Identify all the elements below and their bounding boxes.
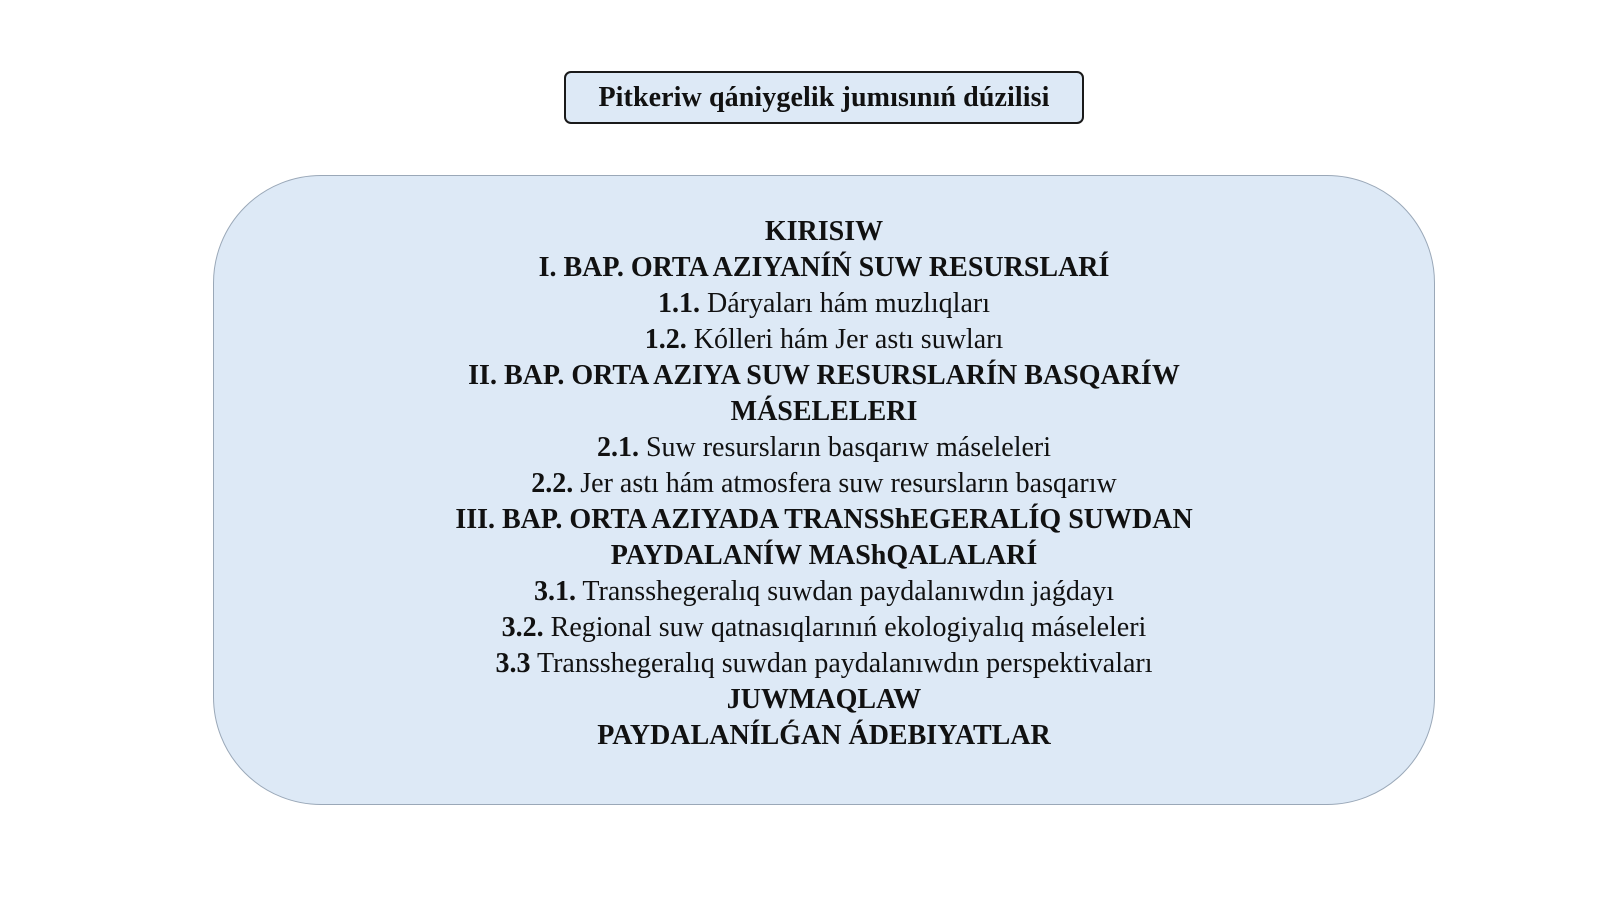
toc-item-number: 3.3	[495, 648, 531, 679]
toc-item-3-3	[214, 646, 1434, 682]
toc-chapter-3-title-line-1: III. BAP. ORTA AZIYADA TRANSShEGERALÍQ SUWDAN	[455, 504, 1193, 535]
toc-item-text: Regional suw qatnasıqlarınıń ekologiyalıq máseleleri	[543, 612, 1147, 643]
toc-chapter-2-title-line-1: II. BAP. ORTA AZIYA SUW RESURSLARÍN BASQARÍW	[468, 360, 1180, 391]
toc-chapter-2-title-line-2: MÁSELELERI	[730, 396, 918, 427]
toc-item-number: 3.1.	[533, 576, 576, 607]
toc-item-text: Dáryaları hám muzlıqları	[700, 288, 990, 319]
page-title: Pitkeriw qániygelik jumısınıń dúzilisi	[564, 71, 1084, 124]
table-of-contents-panel	[213, 175, 1435, 805]
toc-chapter-1-title: I. BAP. ORTA AZIYANÍŃ SUW RESURSLARÍ	[538, 252, 1110, 283]
toc-references: PAYDALANÍLǴAN ÁDEBIYATLAR	[597, 720, 1051, 751]
toc-item-number: 3.2.	[501, 612, 544, 643]
toc-item-2-2	[214, 466, 1434, 502]
toc-item-number: 1.1.	[658, 288, 700, 319]
toc-item-number: 2.2.	[531, 468, 574, 499]
toc-item-number: 2.1.	[596, 432, 639, 463]
toc-item-1-1	[214, 286, 1434, 322]
toc-item-number: 1.2.	[644, 324, 687, 355]
toc-item-2-1	[214, 430, 1434, 466]
toc-chapter-3-title-line-2: PAYDALANÍW MAShQALALARÍ	[610, 540, 1038, 571]
toc-item-text: Kólleri hám Jer astı suwları	[686, 324, 1004, 355]
toc-item-3-1	[214, 574, 1434, 610]
toc-item-text: Suw resursların basqarıw máseleleri	[638, 432, 1052, 463]
toc-item-1-2	[214, 322, 1434, 358]
toc-item-text: Transshegeralıq suwdan paydalanıwdın perspektivaları	[530, 648, 1153, 679]
toc-conclusion: JUWMAQLAW	[726, 684, 922, 715]
toc-introduction: KIRISIW	[764, 216, 884, 247]
toc-item-3-2	[214, 610, 1434, 646]
table-of-contents	[214, 214, 1434, 754]
toc-item-text: Transshegeralıq suwdan paydalanıwdın jaǵdayı	[575, 576, 1115, 607]
toc-item-text: Jer astı hám atmosfera suw resursların basqarıw	[573, 468, 1117, 499]
